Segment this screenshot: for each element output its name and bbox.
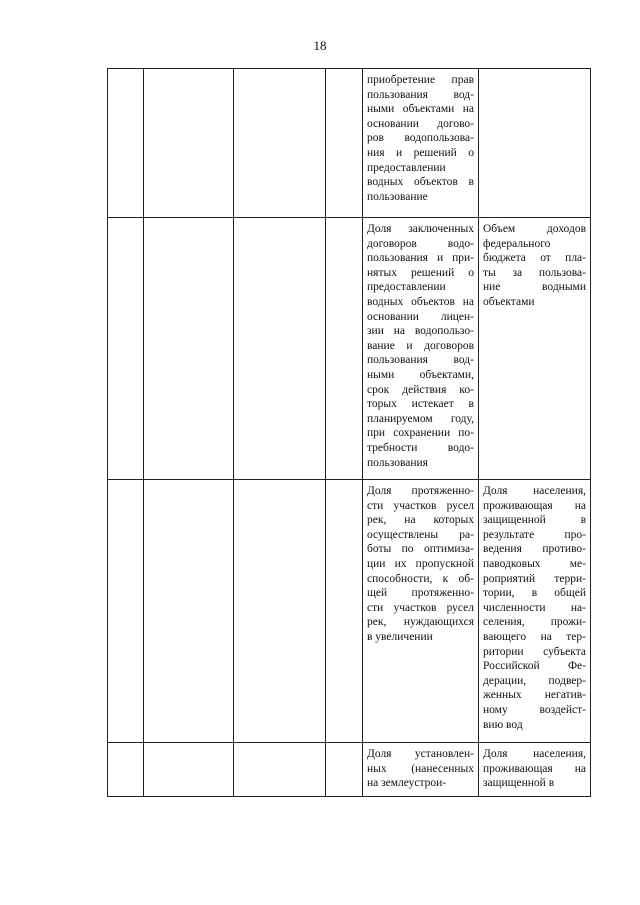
cell-text-line: предоставлении xyxy=(367,161,446,174)
cell-text-line: предоставлении xyxy=(367,281,446,294)
cell-text-line: объектами xyxy=(483,295,535,308)
cell-text-line: зии на водопользо- xyxy=(367,325,474,338)
table-row xyxy=(108,218,591,480)
cell-text-line: результате про- xyxy=(483,528,586,541)
cell-text-line: на землеустрои- xyxy=(367,777,447,790)
cell-text-line: основании лицен- xyxy=(367,310,474,323)
table-cell xyxy=(108,743,144,797)
table-cell xyxy=(326,743,363,797)
cell-text-line: ния и решений о xyxy=(367,146,474,159)
cell-text-line: приобретение прав xyxy=(367,74,474,86)
cell-text-line: Доля заключенных xyxy=(367,223,474,235)
page-number: 18 xyxy=(313,38,327,53)
cell-text-line: вию вод xyxy=(483,718,523,731)
table-cell xyxy=(144,480,234,743)
cell-text-line: осуществлены ра- xyxy=(367,528,474,541)
program-indicators-table xyxy=(107,68,591,797)
result-cell xyxy=(479,69,591,218)
cell-text-line: ному воздейст- xyxy=(483,703,586,716)
cell-text-line: ных (нанесенных xyxy=(367,762,474,775)
cell-text-line: защищенной в xyxy=(483,514,586,527)
cell-text-line: водных объектов на xyxy=(367,295,474,308)
cell-text-line: в увеличении xyxy=(367,630,433,643)
cell-text-line: федерального xyxy=(483,237,551,250)
cell-text-line: сти участков русел xyxy=(367,499,474,512)
cell-text-line: селения, прожи- xyxy=(483,616,586,629)
cell-text-line: требности водо- xyxy=(367,441,474,454)
table-cell xyxy=(326,480,363,743)
table-cell xyxy=(234,743,326,797)
cell-text-line: основании догово- xyxy=(367,117,474,130)
cell-text-line: ными объектами на xyxy=(367,103,474,116)
cell-text-line: сти участков русел xyxy=(367,601,474,614)
table-cell xyxy=(108,480,144,743)
cell-text-line: ние водными xyxy=(483,281,586,294)
cell-text-line: пользования вод- xyxy=(367,88,474,101)
table-cell xyxy=(144,218,234,480)
table-cell xyxy=(234,69,326,218)
cell-text-line: дерации, подвер- xyxy=(483,674,586,687)
cell-text-line: Российской Фе- xyxy=(483,660,586,673)
cell-text-line: договоров водо- xyxy=(367,237,474,250)
cell-text-line: пользование xyxy=(367,190,428,203)
indicator-cell xyxy=(363,69,479,218)
cell-text-line: способности, к об- xyxy=(367,572,474,585)
cell-text-line: рек, на которых xyxy=(367,514,474,527)
cell-text-line: ведения противо- xyxy=(483,543,586,556)
cell-text-line: Доля населения, xyxy=(483,485,586,497)
cell-text-line: роприятий терри- xyxy=(483,572,586,585)
table-cell xyxy=(234,218,326,480)
cell-text-line: паводковых ме- xyxy=(483,557,586,570)
table-cell xyxy=(326,218,363,480)
cell-text-line: ции их пропускной xyxy=(367,557,474,570)
cell-text-line: планируемом году, xyxy=(367,412,474,425)
cell-text-line: пользования xyxy=(367,456,428,469)
cell-text-line: проживающая на xyxy=(483,762,586,775)
cell-text-line: водных объектов в xyxy=(367,176,474,189)
table-cell xyxy=(234,480,326,743)
cell-text-line: пользования вод- xyxy=(367,354,474,367)
indicator-cell xyxy=(363,218,479,480)
cell-text-line: вающего на тер- xyxy=(483,630,586,643)
table-row xyxy=(108,480,591,743)
cell-text-line: при сохранении по- xyxy=(367,427,474,440)
cell-text-line: Доля установлен- xyxy=(367,748,474,760)
result-cell xyxy=(479,480,591,743)
indicator-cell xyxy=(363,480,479,743)
cell-text-line: ров водопользова- xyxy=(367,132,474,145)
cell-text-line: срок действия ко- xyxy=(367,383,474,396)
cell-text-line: пользования и при- xyxy=(367,252,474,265)
cell-text-line: Доля протяженно- xyxy=(367,485,474,497)
cell-text-line: вание и договоров xyxy=(367,339,474,352)
cell-text-line: рек, нуждающихся xyxy=(367,616,474,629)
cell-text-line: проживающая на xyxy=(483,499,586,512)
table-cell xyxy=(108,218,144,480)
table-cell xyxy=(144,69,234,218)
indicator-cell xyxy=(363,743,479,797)
cell-text-line: боты по оптимиза- xyxy=(367,543,474,556)
cell-text-line: Объем доходов xyxy=(483,223,586,235)
table-row xyxy=(108,743,591,797)
cell-text-line: тории, в общей xyxy=(483,587,586,600)
cell-text-line: бюджета от пла- xyxy=(483,252,586,265)
result-cell xyxy=(479,743,591,797)
cell-text-line: торых истекает в xyxy=(367,398,474,411)
cell-text-line: численности на- xyxy=(483,601,586,614)
table-row xyxy=(108,69,591,218)
table-cell xyxy=(326,69,363,218)
result-cell xyxy=(479,218,591,480)
cell-text-line: ными объектами, xyxy=(367,368,474,381)
cell-text-line: нятых решений о xyxy=(367,266,474,279)
cell-text-line: Доля населения, xyxy=(483,748,586,760)
cell-text-line: ты за пользова- xyxy=(483,266,586,279)
cell-text-line: защищенной в xyxy=(483,777,555,790)
table-cell xyxy=(144,743,234,797)
cell-text-line: женных негатив- xyxy=(483,689,586,702)
cell-text-line: ритории субъекта xyxy=(483,645,586,658)
cell-text-line: щей протяженно- xyxy=(367,587,474,600)
table-cell xyxy=(108,69,144,218)
